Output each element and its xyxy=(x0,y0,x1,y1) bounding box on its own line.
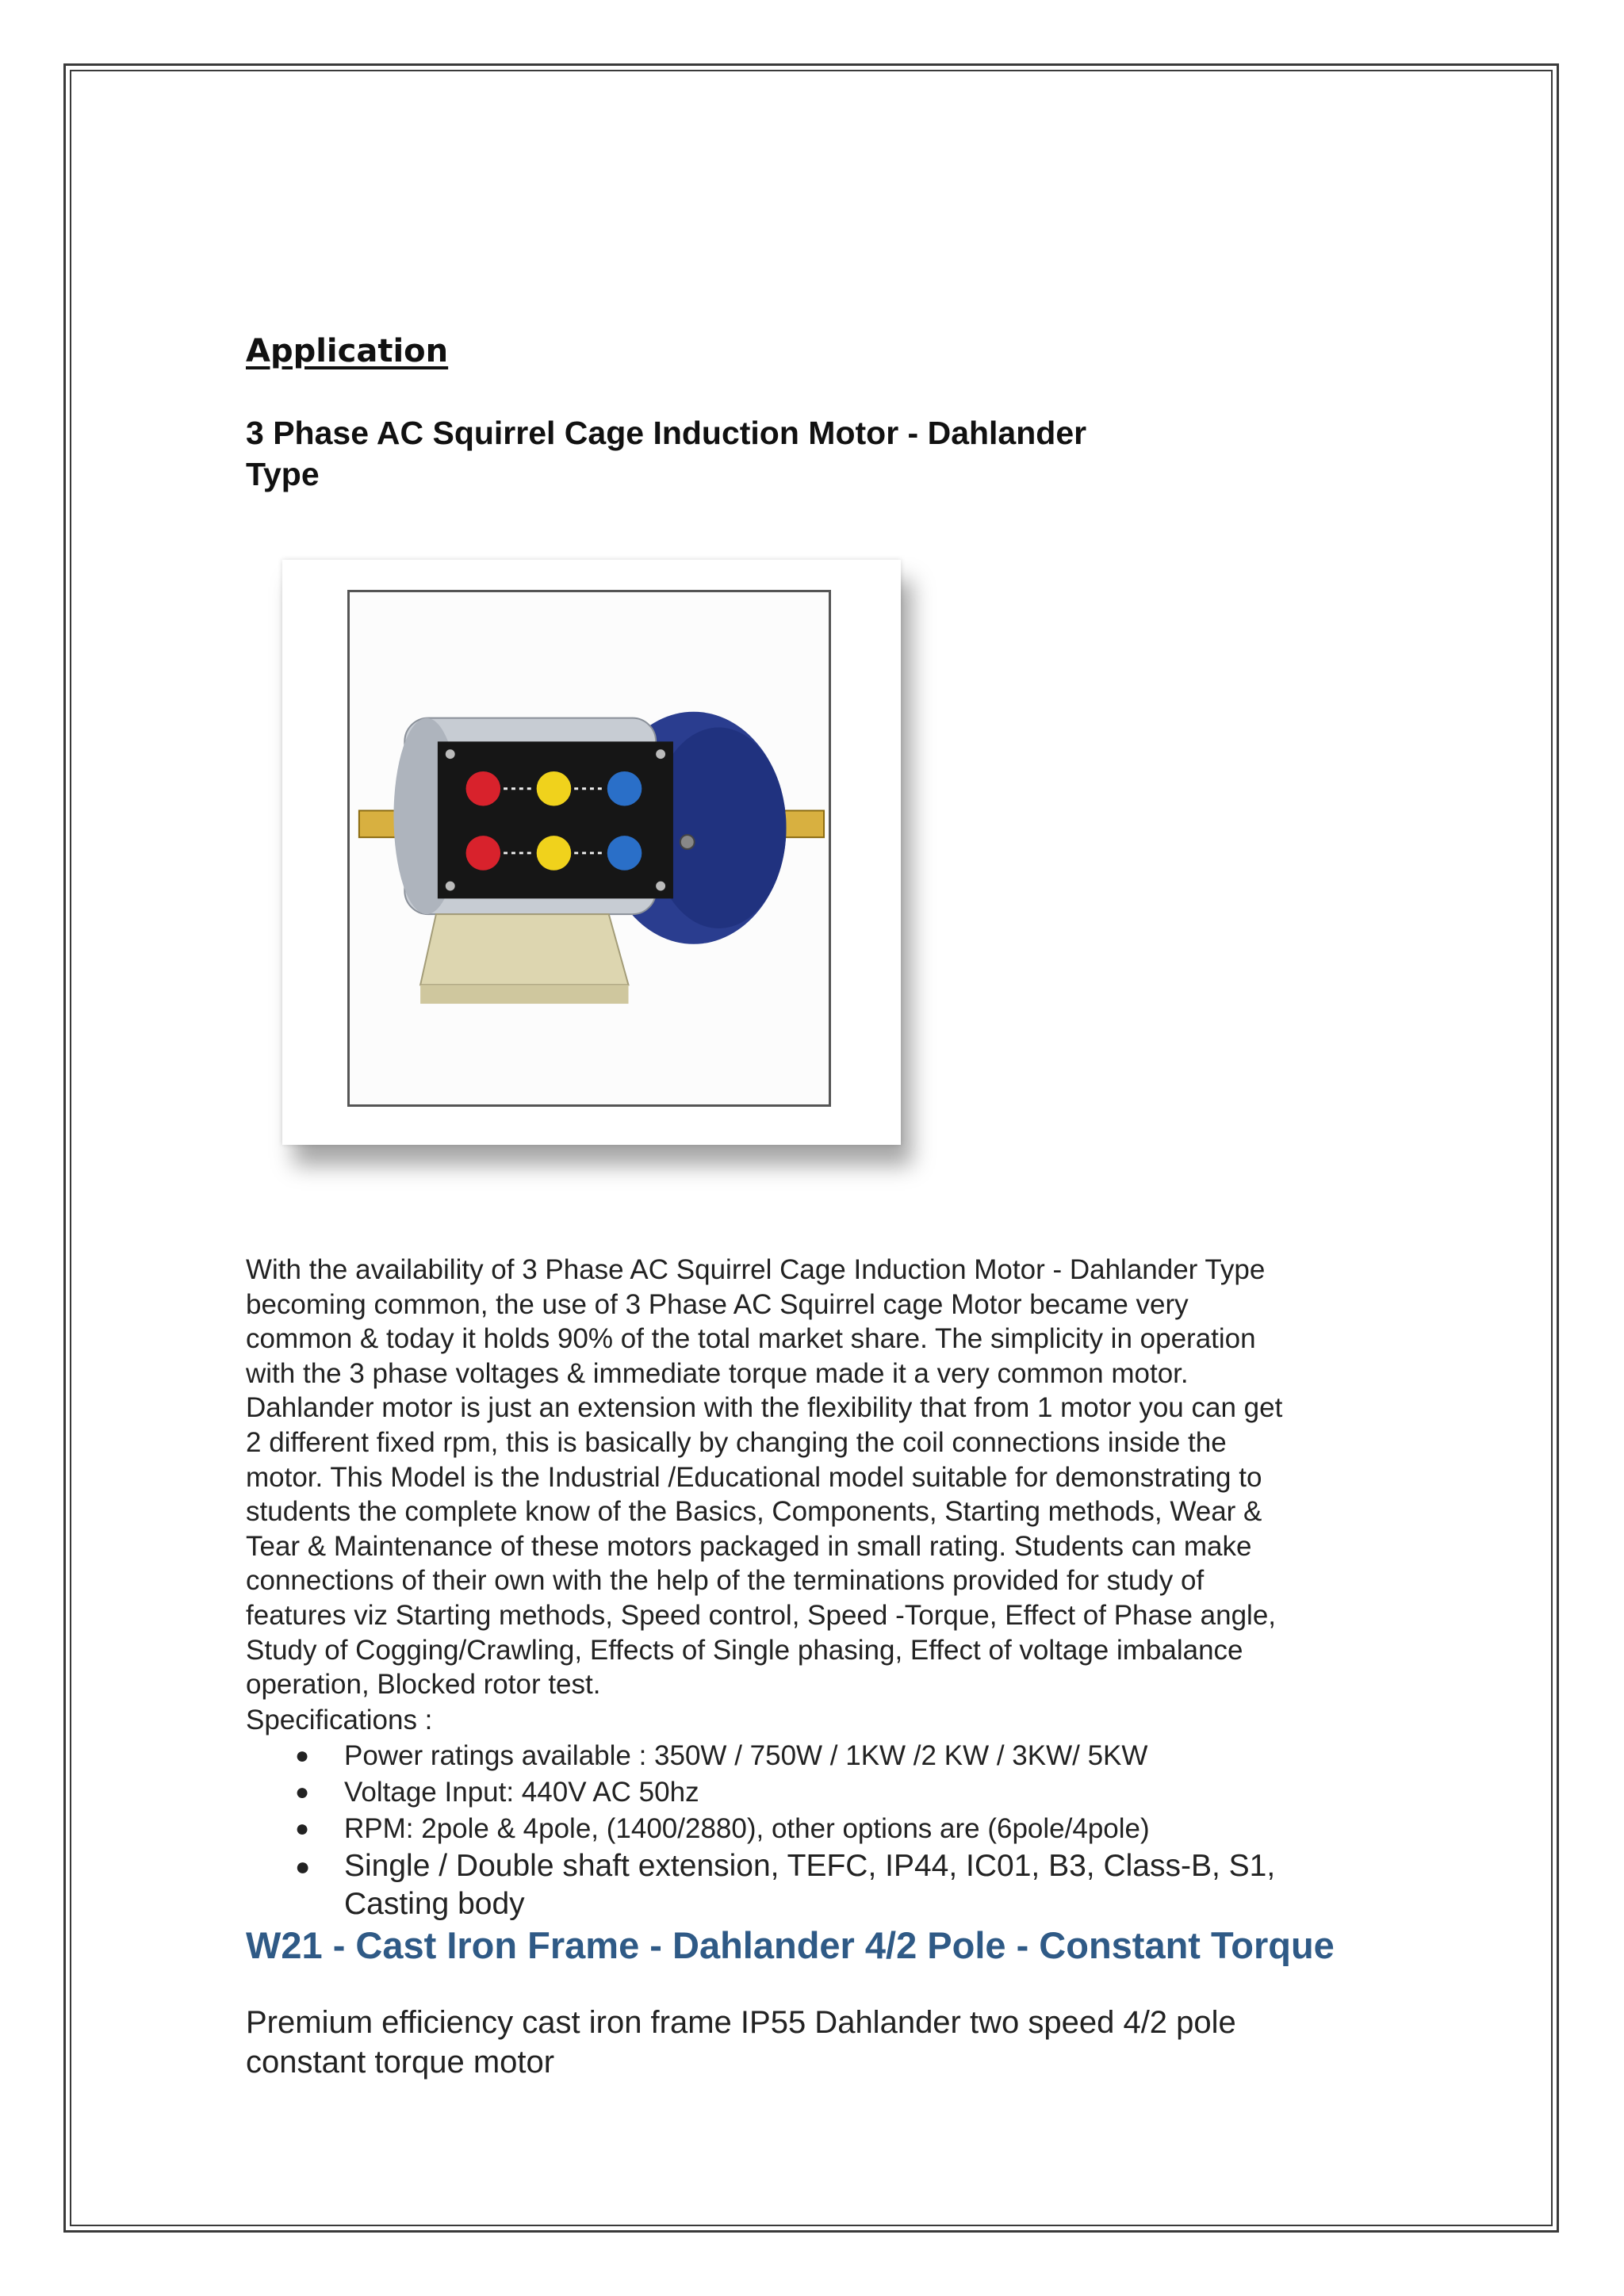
specifications-list xyxy=(246,1738,1435,1923)
description-paragraph xyxy=(246,1253,1380,1702)
spec-item-rpm xyxy=(246,1811,1435,1847)
description-line: motor. This Model is the Industrial /Educational model suitable for demonstrating to xyxy=(246,1461,1262,1493)
terminal-yellow-1 xyxy=(537,771,572,806)
motor-photo-frame xyxy=(282,560,901,1145)
spec-item-power xyxy=(246,1738,1435,1774)
w21-description-line1: Premium efficiency cast iron frame IP55 Dahlander two speed 4/2 pole xyxy=(246,2005,1236,2040)
description-line: 2 different fixed rpm, this is basically by changing the coil connections inside the xyxy=(246,1426,1227,1458)
description-line: Tear & Maintenance of these motors packaged in small rating. Students can make xyxy=(246,1530,1252,1562)
specifications-label: Specifications : xyxy=(246,1705,433,1735)
terminal-yellow-2 xyxy=(537,836,572,871)
description-line: Study of Cogging/Crawling, Effects of Single phasing, Effect of voltage imbalance xyxy=(246,1634,1243,1666)
description-line: becoming common, the use of 3 Phase AC Squirrel cage Motor became very xyxy=(246,1288,1189,1320)
bullet-icon: ● xyxy=(295,1779,310,1805)
terminal-red-1 xyxy=(466,771,501,806)
description-line: features viz Starting methods, Speed control, Speed -Torque, Effect of Phase angle, xyxy=(246,1599,1277,1631)
bullet-icon: ● xyxy=(295,1743,310,1769)
terminal-blue-1 xyxy=(607,771,642,806)
motor-photo xyxy=(347,590,831,1107)
product-title-line1: 3 Phase AC Squirrel Cage Induction Motor - Dahlander xyxy=(246,415,1087,451)
bullet-icon: ● xyxy=(295,1816,310,1842)
spec-item-text-line2: Casting body xyxy=(344,1887,525,1921)
product-title xyxy=(246,412,1197,495)
description-line: with the 3 phase voltages & immediate torque made it a very common motor. xyxy=(246,1357,1189,1389)
w21-description-line2: constant torque motor xyxy=(246,2045,555,2080)
spec-item-shaft xyxy=(246,1847,1435,1923)
description-line: Dahlander motor is just an extension with the flexibility that from 1 motor you can get xyxy=(246,1392,1283,1424)
motor-base xyxy=(420,914,628,985)
description-line: connections of their own with the help of the terminations provided for study of xyxy=(246,1565,1205,1597)
w21-description xyxy=(246,2003,1316,2082)
w21-section-title: W21 - Cast Iron Frame - Dahlander 4/2 Pole - Constant Torque xyxy=(246,1924,1335,1966)
spec-item-text: Power ratings available : 350W / 750W / 1KW /2 KW / 3KW/ 5KW xyxy=(344,1740,1148,1771)
terminal-blue-2 xyxy=(607,836,642,871)
right-shaft xyxy=(780,810,824,837)
description-line: With the availability of 3 Phase AC Squirrel Cage Induction Motor - Dahlander Type xyxy=(246,1254,1266,1285)
description-line: common & today it holds 90% of the total market share. The simplicity in operation xyxy=(246,1323,1256,1355)
spec-item-text-line1: Single / Double shaft extension, TEFC, IP44, IC01, B3, Class-B, S1, xyxy=(344,1849,1276,1883)
spec-item-voltage xyxy=(246,1774,1435,1811)
spec-item-text: RPM: 2pole & 4pole, (1400/2880), other options are (6pole/4pole) xyxy=(344,1813,1150,1844)
application-heading: Application xyxy=(246,333,449,369)
bullet-icon: ● xyxy=(295,1852,311,1881)
spec-item-text: Voltage Input: 440V AC 50hz xyxy=(344,1777,699,1808)
description-line: students the complete know of the Basics, Components, Starting methods, Wear & xyxy=(246,1496,1262,1528)
product-title-line2: Type xyxy=(246,456,320,492)
terminal-red-2 xyxy=(466,836,501,871)
motor-illustration xyxy=(350,592,829,1104)
description-line: operation, Blocked rotor test. xyxy=(246,1669,601,1701)
terminal-panel xyxy=(438,741,673,898)
